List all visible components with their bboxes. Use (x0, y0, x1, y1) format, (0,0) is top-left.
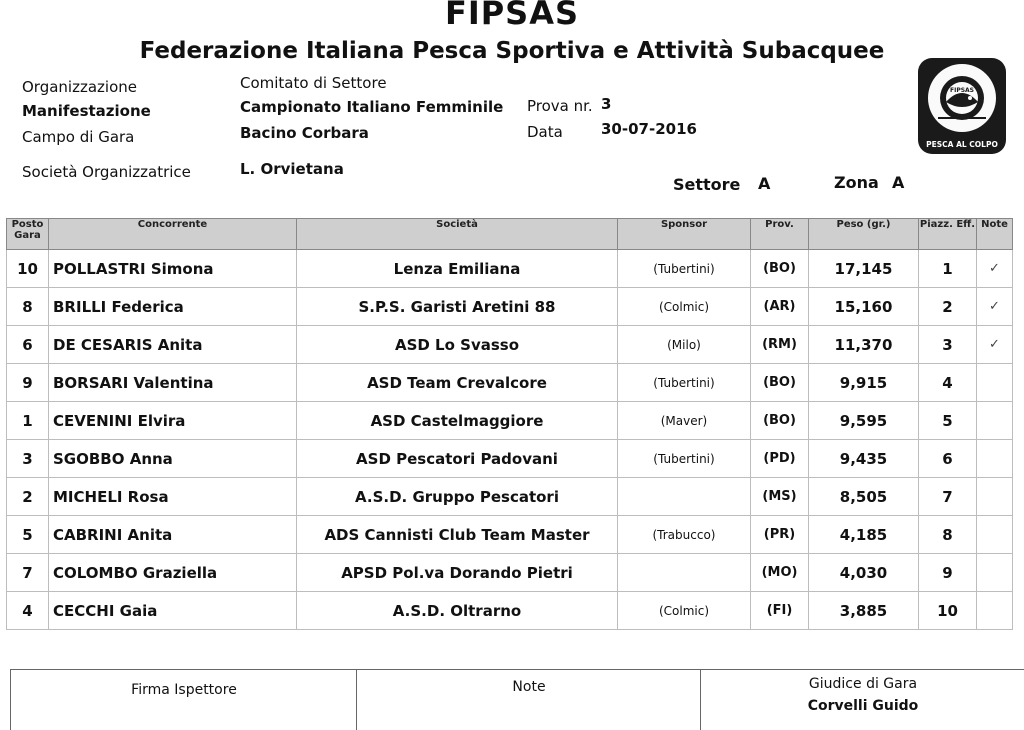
signature-footer (10, 669, 1024, 730)
cell-peso: 15,160 (809, 288, 919, 326)
cell-sponsor: (Tubertini) (618, 364, 751, 402)
cell-posto: 8 (7, 288, 49, 326)
table-row (7, 440, 1013, 478)
fipsas-logo-icon (918, 58, 1006, 154)
cell-posto: 4 (7, 592, 49, 630)
giudice-label: Giudice di Gara (808, 676, 918, 692)
cell-societa: A.S.D. Gruppo Pescatori (297, 478, 618, 516)
firma-label: Firma Ispettore (131, 682, 237, 698)
cell-posto: 7 (7, 554, 49, 592)
organizzazione-value: Comitato di Settore (240, 74, 387, 92)
cell-posto: 1 (7, 402, 49, 440)
cell-societa: S.P.S. Garisti Aretini 88 (297, 288, 618, 326)
cell-peso: 4,030 (809, 554, 919, 592)
data-value: 30-07-2016 (601, 120, 697, 138)
societa-org-label: Società Organizzatrice (22, 163, 191, 181)
cell-nome: MICHELI Rosa (49, 478, 297, 516)
table-row (7, 402, 1013, 440)
cell-societa: ASD Pescatori Padovani (297, 440, 618, 478)
cell-piazz: 9 (919, 554, 977, 592)
data-label: Data (527, 123, 563, 141)
cell-prov: (AR) (751, 288, 809, 326)
settore-value: A (758, 174, 771, 193)
logo-center-text: FIPSAS (949, 87, 975, 94)
table-row (7, 364, 1013, 402)
cell-societa: APSD Pol.va Dorando Pietri (297, 554, 618, 592)
cell-societa: ASD Team Crevalcore (297, 364, 618, 402)
logo-bottom-text: PESCA AL COLPO (926, 140, 998, 149)
cell-peso: 11,370 (809, 326, 919, 364)
cell-nome: SGOBBO Anna (49, 440, 297, 478)
cell-prov: (MO) (751, 554, 809, 592)
cell-societa: ASD Castelmaggiore (297, 402, 618, 440)
campo-value: Bacino Corbara (240, 124, 369, 142)
header-concorrente: Concorrente (49, 219, 297, 250)
note-box (356, 670, 701, 730)
table-row (7, 592, 1013, 630)
societa-org-value: L. Orvietana (240, 160, 344, 178)
cell-nome: CEVENINI Elvira (49, 402, 297, 440)
results-table (6, 218, 1013, 630)
cell-societa: ASD Lo Svasso (297, 326, 618, 364)
cell-piazz: 5 (919, 402, 977, 440)
prova-label: Prova nr. (527, 97, 593, 115)
header-peso: Peso (gr.) (809, 219, 919, 250)
cell-peso: 9,435 (809, 440, 919, 478)
giudice-box (700, 670, 1024, 730)
firma-box (10, 670, 357, 730)
cell-note (977, 440, 1013, 478)
cell-nome: DE CESARIS Anita (49, 326, 297, 364)
table-row (7, 478, 1013, 516)
cell-prov: (BO) (751, 364, 809, 402)
manifestazione-label: Manifestazione (22, 102, 151, 120)
zona-label: Zona (834, 173, 879, 192)
cell-note (977, 402, 1013, 440)
cell-peso: 9,915 (809, 364, 919, 402)
table-row (7, 288, 1013, 326)
cell-note (977, 516, 1013, 554)
cell-societa: A.S.D. Oltrarno (297, 592, 618, 630)
manifestazione-value: Campionato Italiano Femminile (240, 98, 504, 116)
note-label: Note (512, 679, 546, 695)
cell-nome: BORSARI Valentina (49, 364, 297, 402)
cell-piazz: 3 (919, 326, 977, 364)
header-societa: Società (297, 219, 618, 250)
cell-piazz: 2 (919, 288, 977, 326)
zona-value: A (892, 173, 905, 192)
cell-peso: 17,145 (809, 250, 919, 288)
cell-nome: BRILLI Federica (49, 288, 297, 326)
table-row (7, 516, 1013, 554)
header-posto: Posto Gara (7, 219, 49, 250)
cell-note: ✓ (977, 326, 1013, 364)
cell-note (977, 592, 1013, 630)
cell-sponsor: (Tubertini) (618, 440, 751, 478)
cell-piazz: 7 (919, 478, 977, 516)
settore-label: Settore (673, 175, 741, 194)
table-row (7, 554, 1013, 592)
cell-sponsor: (Maver) (618, 402, 751, 440)
cell-nome: CABRINI Anita (49, 516, 297, 554)
org-short-title: FIPSAS (444, 0, 580, 32)
cell-nome: CECCHI Gaia (49, 592, 297, 630)
cell-peso: 8,505 (809, 478, 919, 516)
cell-societa: Lenza Emiliana (297, 250, 618, 288)
cell-piazz: 1 (919, 250, 977, 288)
cell-peso: 9,595 (809, 402, 919, 440)
giudice-value: Corvelli Guido (807, 698, 919, 714)
cell-note: ✓ (977, 250, 1013, 288)
cell-note (977, 554, 1013, 592)
cell-posto: 10 (7, 250, 49, 288)
table-header-row (7, 219, 1013, 250)
cell-peso: 4,185 (809, 516, 919, 554)
cell-prov: (RM) (751, 326, 809, 364)
cell-prov: (MS) (751, 478, 809, 516)
header-sponsor: Sponsor (618, 219, 751, 250)
header-piazz: Piazz. Eff. (919, 219, 977, 250)
prova-value: 3 (601, 95, 612, 113)
cell-nome: COLOMBO Graziella (49, 554, 297, 592)
cell-prov: (BO) (751, 250, 809, 288)
cell-sponsor: (Colmic) (618, 592, 751, 630)
cell-piazz: 4 (919, 364, 977, 402)
header-prov: Prov. (751, 219, 809, 250)
cell-societa: ADS Cannisti Club Team Master (297, 516, 618, 554)
cell-prov: (PD) (751, 440, 809, 478)
cell-piazz: 10 (919, 592, 977, 630)
table-row (7, 326, 1013, 364)
cell-posto: 3 (7, 440, 49, 478)
cell-posto: 2 (7, 478, 49, 516)
cell-sponsor: (Trabucco) (618, 516, 751, 554)
cell-sponsor: (Milo) (618, 326, 751, 364)
cell-posto: 5 (7, 516, 49, 554)
cell-piazz: 6 (919, 440, 977, 478)
organizzazione-label: Organizzazione (22, 78, 137, 96)
cell-piazz: 8 (919, 516, 977, 554)
campo-label: Campo di Gara (22, 128, 135, 146)
cell-sponsor: (Colmic) (618, 288, 751, 326)
cell-prov: (BO) (751, 402, 809, 440)
cell-prov: (PR) (751, 516, 809, 554)
org-full-title: Federazione Italiana Pesca Sportiva e Attività Subacquee (139, 38, 885, 64)
cell-nome: POLLASTRI Simona (49, 250, 297, 288)
header-note: Note (977, 219, 1013, 250)
cell-note (977, 478, 1013, 516)
cell-posto: 6 (7, 326, 49, 364)
cell-sponsor: (Tubertini) (618, 250, 751, 288)
cell-peso: 3,885 (809, 592, 919, 630)
cell-note (977, 364, 1013, 402)
table-row (7, 250, 1013, 288)
cell-sponsor (618, 478, 751, 516)
cell-prov: (FI) (751, 592, 809, 630)
cell-note: ✓ (977, 288, 1013, 326)
cell-sponsor (618, 554, 751, 592)
cell-posto: 9 (7, 364, 49, 402)
